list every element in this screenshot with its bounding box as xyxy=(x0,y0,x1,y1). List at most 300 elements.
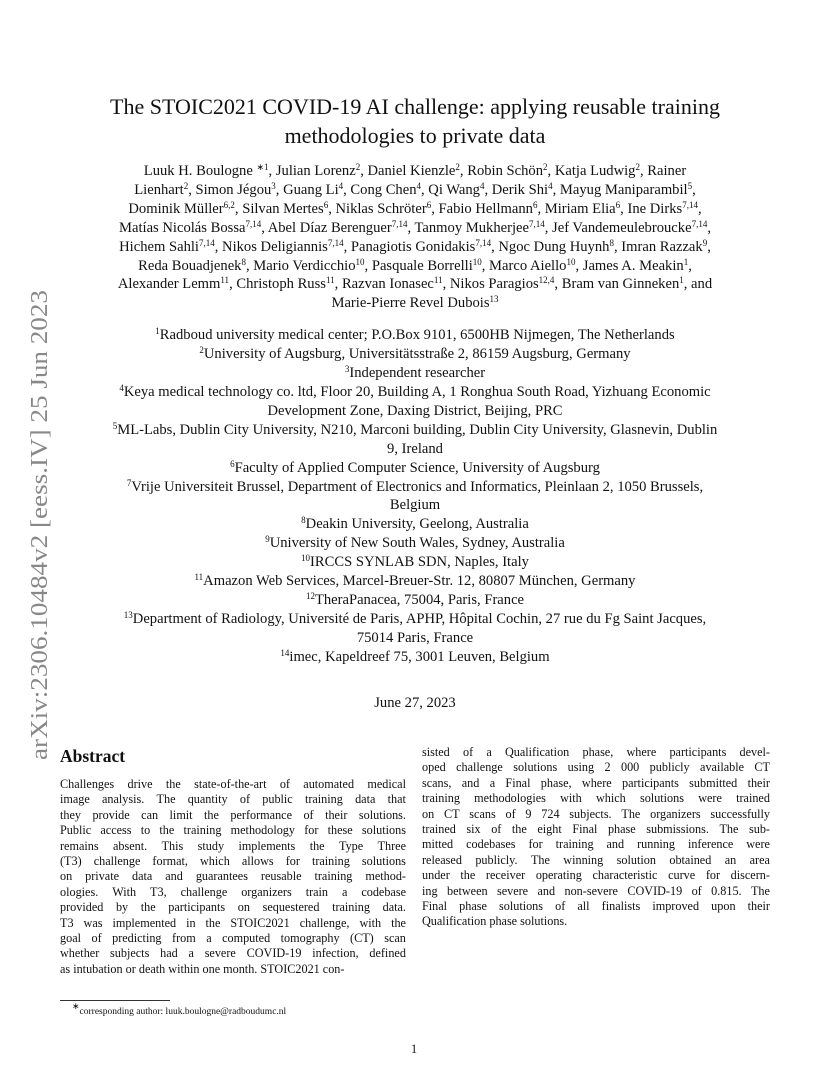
affiliation-line-text: 75014 Paris, France xyxy=(356,629,474,646)
abstract-line xyxy=(422,899,770,914)
affiliation-line-text: University of New South Wales, Sydney, Australia xyxy=(269,535,565,552)
affiliation-line xyxy=(60,629,770,648)
author-line-text: , Derik Shi xyxy=(484,181,549,198)
affiliation-line xyxy=(60,440,770,459)
word: in xyxy=(186,915,196,930)
word: the xyxy=(204,807,219,822)
word: solutions xyxy=(361,823,406,838)
word: guarantees xyxy=(195,869,248,884)
arxiv-stamp xyxy=(14,290,60,760)
word: The xyxy=(621,806,641,821)
author-line-text: , Tanmoy Mukherjee xyxy=(407,219,529,236)
author-line xyxy=(60,219,770,238)
author-line-text: , Niklas Schröter xyxy=(328,200,427,217)
word: of xyxy=(239,792,251,807)
word: a xyxy=(188,946,194,961)
word: training xyxy=(314,869,353,884)
word: training xyxy=(555,837,594,852)
word: implemented xyxy=(112,915,177,930)
affiliation-marker: 11 xyxy=(433,275,443,286)
word: trained xyxy=(422,822,456,837)
word: scans xyxy=(469,806,496,821)
word: for xyxy=(304,823,319,838)
abstract-left-column xyxy=(60,745,406,977)
word: challenge, xyxy=(299,915,350,930)
word: subjects xyxy=(110,946,150,961)
word: publicly. xyxy=(475,852,518,867)
word: 9 xyxy=(525,806,532,821)
word: Qualification xyxy=(504,745,570,759)
affiliation-marker: 7,14 xyxy=(327,237,344,248)
word: Public xyxy=(60,823,92,838)
affiliation-marker: 11 xyxy=(325,275,335,286)
affiliation-marker: 3 xyxy=(271,180,276,191)
word: from xyxy=(172,931,196,946)
author-line-text: , Miriam Elia xyxy=(537,200,616,217)
affiliation-line xyxy=(60,572,770,591)
word: provided xyxy=(60,900,104,915)
author-line-text: Luuk H. Boulogne xyxy=(143,163,257,179)
word: CT xyxy=(754,760,770,775)
affiliation-marker: 1 xyxy=(679,275,684,286)
word: of xyxy=(555,899,566,914)
word: with xyxy=(359,915,382,930)
author-line-text: , James A. Meakin xyxy=(575,257,684,274)
word: publicly xyxy=(649,760,690,775)
word: computed xyxy=(222,931,271,946)
word: organizers xyxy=(650,806,701,821)
affiliation-marker: 9 xyxy=(702,237,708,248)
affiliation-marker: 6 xyxy=(230,458,235,469)
word: the xyxy=(511,822,527,837)
affiliation-marker: 2 xyxy=(355,162,361,172)
affiliation-marker: 7,14 xyxy=(475,237,492,248)
word: submitted xyxy=(689,775,738,790)
affiliation-line xyxy=(60,534,770,553)
word: predicting xyxy=(112,931,162,946)
abstract-line xyxy=(422,822,770,837)
word: STOIC2021 xyxy=(230,915,290,930)
affiliation-marker: 1 xyxy=(683,256,689,267)
word: the xyxy=(159,823,175,838)
affiliation-line xyxy=(60,515,770,534)
author-line-text: , Pasquale Borrelli xyxy=(364,257,473,274)
abstract-line xyxy=(422,745,770,760)
word: on xyxy=(422,806,435,821)
affiliation-marker: 9 xyxy=(265,534,270,545)
abstract-line xyxy=(422,868,770,883)
abstract-line xyxy=(60,931,406,946)
word: discern- xyxy=(730,868,770,883)
affiliation-line xyxy=(60,553,770,572)
word: a xyxy=(489,775,496,790)
abstract-right-column xyxy=(422,745,770,930)
abstract-line xyxy=(422,791,770,806)
word: provide xyxy=(92,807,130,822)
word: training xyxy=(422,791,460,806)
word: (CT) xyxy=(350,931,374,946)
author-line-text: , Christoph Russ xyxy=(229,276,326,293)
affiliation-line-text: Faculty of Applied Computer Science, University of Augsburg xyxy=(234,459,600,476)
word: and xyxy=(461,775,480,790)
author-line-text: , xyxy=(697,200,702,217)
affiliation-line-text: Deakin University, Geelong, Australia xyxy=(305,516,529,533)
affiliation-line xyxy=(60,496,770,515)
author-line xyxy=(60,181,770,200)
author-line-text: , Jef Vandemeulebroucke xyxy=(544,219,692,236)
word: drive xyxy=(127,777,153,791)
author-line-text: , Guang Li xyxy=(275,181,339,198)
word: phase xyxy=(607,822,636,837)
word: upon xyxy=(711,899,736,914)
abstract-heading: Abstract xyxy=(60,746,126,766)
affiliation-marker: 4 xyxy=(479,180,485,191)
footnote-mark: ∗ xyxy=(72,1001,80,1011)
affiliation-line xyxy=(60,478,770,497)
word: absent. xyxy=(112,838,148,853)
word: six xyxy=(466,822,481,837)
word: challenge xyxy=(180,884,228,899)
word: and xyxy=(165,869,183,884)
author-line-text: , Qi Wang xyxy=(421,181,480,198)
word: devel- xyxy=(739,745,770,759)
author-list xyxy=(60,162,770,313)
word: of xyxy=(91,931,102,946)
affiliation-line xyxy=(60,345,770,364)
word: data xyxy=(131,869,153,884)
affiliation-marker: 6 xyxy=(426,199,432,210)
word: format, xyxy=(152,854,188,869)
word: their xyxy=(747,899,770,914)
word: where xyxy=(581,775,612,790)
word: With xyxy=(112,884,137,899)
author-line-text: , xyxy=(692,181,696,198)
abstract-line xyxy=(60,839,406,854)
word: a xyxy=(486,745,492,759)
affiliation-marker: 13 xyxy=(489,294,499,305)
word: were xyxy=(698,791,722,806)
affiliation-marker: 10 xyxy=(566,256,576,267)
word: were xyxy=(746,837,770,852)
word: organizers xyxy=(241,884,292,899)
word: an xyxy=(724,852,737,867)
affiliation-marker: 13 xyxy=(123,609,133,620)
word: characteristic xyxy=(592,868,658,883)
affiliation-marker: 2 xyxy=(199,345,204,356)
affiliation-line-text: imec, Kapeldreef 75, 3001 Leuven, Belgium xyxy=(289,648,550,665)
page-number: 1 xyxy=(410,1042,418,1056)
affiliation-marker: 10 xyxy=(301,553,311,564)
affiliation-marker: 7,14 xyxy=(691,218,708,229)
affiliation-marker: 7,14 xyxy=(391,218,408,229)
abstract-line xyxy=(60,869,406,884)
word: study xyxy=(197,838,225,853)
author-line-text: Marie-Pierre Revel Dubois xyxy=(331,295,490,312)
affiliation-marker: 3 xyxy=(344,364,350,375)
word: the xyxy=(460,868,476,883)
affiliation-marker: 6 xyxy=(532,199,538,210)
word: sisted xyxy=(422,745,450,759)
word: a xyxy=(206,931,212,946)
word: their xyxy=(747,775,770,790)
affiliation-line xyxy=(60,421,770,440)
word: 2 xyxy=(604,760,611,775)
author-line-text: Matías Nicolás Bossa xyxy=(119,219,246,236)
affiliation-line-text: Belgium xyxy=(389,497,441,514)
abstract-line xyxy=(60,854,406,869)
affiliation-marker: ∗1 xyxy=(256,162,269,172)
abstract-line xyxy=(422,776,770,791)
word: finalists xyxy=(601,899,641,914)
word: challenge xyxy=(93,854,141,869)
author-line-text: , and xyxy=(683,276,713,293)
word: on xyxy=(237,900,250,915)
affiliation-line-text: Amazon Web Services, Marcel-Breuer-Str. 12, 80807 München, Germany xyxy=(203,573,636,590)
affiliation-line-text: Vrije Universiteit Brussel, Department of Electronics and Informatics, Pleinlaan 2, 1050 Brussels, xyxy=(131,478,704,495)
affiliation-marker: 2 xyxy=(183,180,189,191)
affiliation-marker: 11 xyxy=(194,572,204,583)
abstract-line: Qualification phase solutions. xyxy=(422,914,568,929)
affiliation-marker: 10 xyxy=(355,256,365,267)
author-line-text: , Ine Dirks xyxy=(620,200,683,217)
word: tomography xyxy=(280,931,340,946)
word: 000 xyxy=(620,760,640,775)
abstract-line xyxy=(422,807,770,822)
author-line-text: , Abel Díaz Berenguer xyxy=(261,219,392,236)
word: for xyxy=(528,837,543,852)
abstract-line xyxy=(60,916,406,931)
affiliation-marker: 8 xyxy=(241,256,246,267)
word: severe xyxy=(496,883,529,898)
affiliation-line-text: TheraPanacea, 75004, Paris, France xyxy=(314,591,525,608)
affiliation-marker: 7,14 xyxy=(198,237,215,248)
word: released xyxy=(422,852,462,867)
word: training xyxy=(332,900,370,915)
word: quantity xyxy=(187,792,228,807)
word: curve xyxy=(668,868,696,883)
word: can xyxy=(141,807,159,822)
word: T3, xyxy=(150,884,167,899)
word: Final xyxy=(572,822,598,837)
author-line-text: Reda Bouadjenek xyxy=(138,257,242,274)
affiliation-line-text: Department of Radiology, Université de Paris, APHP, Hôpital Cochin, 27 rue du Fg Saint Jacques, xyxy=(132,610,707,627)
word: limit xyxy=(169,807,193,822)
word: methodologies xyxy=(474,791,546,806)
author-line-text: , Ngoc Dung Huynh xyxy=(491,238,610,255)
abstract-line xyxy=(60,885,406,900)
publication-date: June 27, 2023 xyxy=(374,694,456,711)
affiliation-marker: 8 xyxy=(609,237,614,248)
word: solutions xyxy=(639,791,684,806)
word: improved xyxy=(652,899,700,914)
word: a xyxy=(341,884,348,899)
affiliation-marker: 1 xyxy=(155,326,160,337)
word: on xyxy=(60,869,73,884)
word: of xyxy=(691,883,702,898)
word: non-severe xyxy=(564,883,618,898)
word: which xyxy=(200,854,230,869)
word: and xyxy=(537,883,556,898)
author-line-text: Lienhart xyxy=(134,181,184,198)
author-line-text: , Rainer xyxy=(639,163,687,179)
affiliation-marker: 2 xyxy=(543,162,548,172)
word: (T3) xyxy=(60,854,82,869)
word: the xyxy=(140,900,156,915)
word: which xyxy=(595,791,626,806)
word: T3 xyxy=(60,915,74,930)
word: they xyxy=(60,807,81,822)
affiliation-marker: 8 xyxy=(301,515,306,526)
author-line-text: , Silvan Mertes xyxy=(234,200,324,217)
author-line-text: , Fabio Hellmann xyxy=(431,200,533,217)
author-line xyxy=(60,238,770,257)
affiliation-list xyxy=(60,326,770,666)
author-line-text: , Simon Jégou xyxy=(188,181,272,198)
word: scans, xyxy=(422,775,452,790)
affiliation-line xyxy=(60,648,770,667)
affiliation-line xyxy=(60,610,770,629)
affiliation-line xyxy=(60,326,770,345)
word: that xyxy=(387,792,406,807)
word: Final xyxy=(505,775,531,790)
word: of xyxy=(462,745,474,759)
paper-title xyxy=(60,92,770,150)
word: area xyxy=(749,852,770,867)
word: 724 xyxy=(541,806,560,821)
affiliation-line xyxy=(60,383,770,402)
word: COVID-19 xyxy=(627,883,683,898)
word: solution xyxy=(616,852,656,867)
affiliation-marker: 7,14 xyxy=(682,199,698,210)
word: participants xyxy=(622,775,679,790)
abstract-line xyxy=(60,823,406,838)
author-line-text: Alexander Lemm xyxy=(117,276,221,293)
footnote-text: corresponding author: luuk.boulogne@radboudumc.nl xyxy=(79,1007,287,1017)
word: phase xyxy=(459,899,487,914)
word: training xyxy=(311,854,350,869)
word: defined xyxy=(369,946,406,961)
word: receiver xyxy=(485,868,526,883)
word: infection, xyxy=(312,946,359,961)
word: had xyxy=(160,946,178,961)
word: obtained xyxy=(669,852,712,867)
word: The xyxy=(156,792,176,807)
word: between xyxy=(446,883,488,898)
author-line-text: , Julian Lorenz xyxy=(268,163,356,179)
word: all xyxy=(577,899,590,914)
word: whether xyxy=(60,946,100,961)
word: training xyxy=(183,823,222,838)
word: automated xyxy=(303,777,355,791)
author-line xyxy=(60,200,770,219)
word: the xyxy=(205,915,221,930)
word: ing xyxy=(422,883,438,898)
word: 0.815. xyxy=(711,883,742,898)
word: submissions. xyxy=(646,822,709,837)
word: their xyxy=(325,807,348,822)
author-line-text: Dominik Müller xyxy=(128,200,224,217)
author-line-text: , Cong Chen xyxy=(343,181,417,198)
abstract-line xyxy=(60,808,406,823)
word: for xyxy=(705,868,721,883)
author-line-text: , xyxy=(688,257,692,274)
author-line-text: , Robin Schön xyxy=(459,163,544,179)
word: implements xyxy=(238,838,296,853)
word: solutions xyxy=(513,760,558,775)
author-line-text: , xyxy=(707,219,711,236)
word: winning xyxy=(563,852,604,867)
word: Three xyxy=(377,838,406,853)
author-line-text: Hichem Sahli xyxy=(119,238,199,255)
word: these xyxy=(327,823,353,838)
word: data xyxy=(355,792,376,807)
affiliation-marker: 4 xyxy=(548,180,553,191)
word: allows xyxy=(241,854,274,869)
word: the xyxy=(391,915,406,930)
affiliation-marker: 2 xyxy=(635,162,640,172)
author-line xyxy=(60,162,770,181)
word: eight xyxy=(537,822,562,837)
word: available xyxy=(700,760,745,775)
affiliation-marker: 6,2 xyxy=(223,199,235,210)
affiliation-line xyxy=(60,591,770,610)
word: the xyxy=(309,838,325,853)
word: solutions xyxy=(361,854,406,869)
word: severe xyxy=(204,946,236,961)
word: medical xyxy=(367,777,406,791)
word: operating xyxy=(535,868,582,883)
word: by xyxy=(115,900,129,915)
footnote xyxy=(72,1001,287,1017)
word: of xyxy=(279,777,290,791)
author-line xyxy=(60,294,770,313)
author-line-text: , Marco Aiello xyxy=(481,257,567,274)
word: Challenges xyxy=(60,777,115,791)
word: inference xyxy=(687,837,734,852)
affiliation-marker: 6 xyxy=(615,199,621,210)
word: was xyxy=(83,915,103,930)
affiliation-marker: 4 xyxy=(416,180,421,191)
affiliation-marker: 14 xyxy=(280,647,290,658)
author-line-text: , xyxy=(707,238,711,255)
author-line-text: , Nikos Paragios xyxy=(442,276,539,293)
word: participants xyxy=(168,900,226,915)
affiliation-marker: 2 xyxy=(455,162,460,172)
word: remains xyxy=(60,838,99,853)
word: codebase xyxy=(361,884,406,899)
word: for xyxy=(285,854,300,869)
word: phase, xyxy=(582,745,614,759)
affiliation-line-text: Independent researcher xyxy=(349,365,486,382)
abstract-line xyxy=(422,884,770,899)
author-line-text: , Nikos Deligiannis xyxy=(214,238,328,255)
abstract-line xyxy=(422,837,770,852)
word: state-of-the-art xyxy=(194,777,267,791)
word: challenge xyxy=(456,760,503,775)
front-matter xyxy=(60,92,770,712)
author-line-text: , Katja Ludwig xyxy=(547,163,636,179)
word: access xyxy=(100,823,132,838)
word: Final xyxy=(422,899,448,914)
word: The xyxy=(530,852,550,867)
word: of xyxy=(491,822,502,837)
affiliation-marker: 12,4 xyxy=(538,275,555,286)
author-line-text: , Razvan Ionasec xyxy=(334,276,434,293)
word: ologies. xyxy=(60,884,99,899)
word: methodology xyxy=(230,823,295,838)
word: codebases xyxy=(466,837,516,852)
abstract-line xyxy=(60,792,406,807)
